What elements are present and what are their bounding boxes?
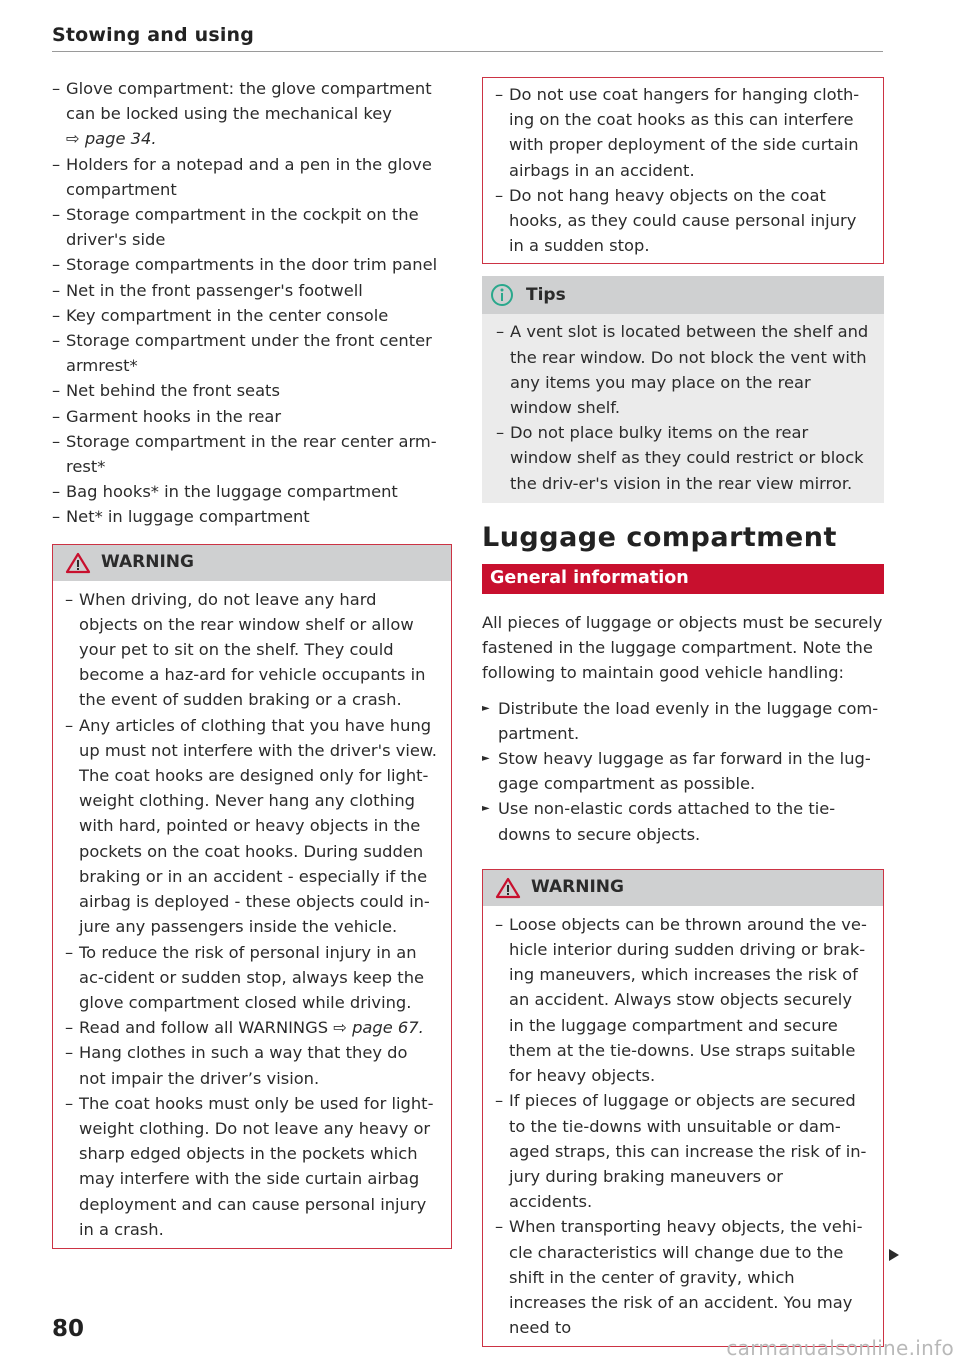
list-item: – Storage compartment in the rear center arm-rest* xyxy=(52,429,452,479)
list-item xyxy=(52,76,452,152)
list-item: – Net behind the front seats xyxy=(52,378,452,403)
warning-box xyxy=(52,544,452,1249)
tips-title: Tips xyxy=(526,284,566,305)
list-item: – A vent slot is located between the shelf and the rear window. Do not block the vent with any items you may place on the rear window shelf. xyxy=(496,319,870,420)
warning-continued-body xyxy=(483,78,883,263)
warning-title: WARNING xyxy=(531,877,624,898)
list-item xyxy=(65,1015,439,1040)
header-divider xyxy=(52,51,883,52)
tips-header xyxy=(482,276,884,314)
info-circle-icon xyxy=(490,283,514,307)
page-reference-link[interactable]: ⇨ page 67. xyxy=(333,1018,424,1038)
section-title: Luggage compartment xyxy=(482,521,837,553)
page-number: 80 xyxy=(52,1316,85,1342)
intro-paragraph: All pieces of luggage or objects must be securely fastened in the luggage compartment. Note the following to maintain good vehicle handling: xyxy=(482,613,883,683)
continue-arrow-icon xyxy=(889,1249,899,1261)
list-item: – Garment hooks in the rear xyxy=(52,404,452,429)
list-item: – If pieces of luggage or objects are secured to the tie-downs with unsuitable or dam-aged straps, this can increase the risk of in-jury during braking maneuvers or accidents. xyxy=(495,1088,871,1214)
warning-list xyxy=(65,587,439,1242)
list-item: – Any articles of clothing that you have hung up must not interfere with the driver's view. The coat hooks are designed only for light-weight clothing. Never hang any clothing with hard, pointed or heavy objects in the pockets on the coat hooks. During sudden braking or in an accident - especially if the airbag is deployed - these objects could in-jure any passengers inside the vehicle. xyxy=(65,713,439,940)
list-item: – Key compartment in the center console xyxy=(52,303,452,328)
warning-title: WARNING xyxy=(101,552,194,573)
warning-continued-list xyxy=(495,82,871,258)
list-item: – Loose objects can be thrown around the ve-hicle interior during sudden driving or brak-ing maneuvers, which increases the risk of an accident. Always stow objects securely in the luggage compartment and secure them at the tie-downs. Use straps suitable for heavy objects. xyxy=(495,912,871,1088)
warning-box xyxy=(482,869,884,1347)
list-item: – Bag hooks* in the luggage compartment xyxy=(52,479,452,504)
watermark: carmanualsonline.info xyxy=(726,1336,954,1360)
page-header-title: Stowing and using xyxy=(52,24,255,46)
list-item: – Holders for a notepad and a pen in the glove compartment xyxy=(52,152,452,202)
warning-body xyxy=(53,581,451,1248)
tips-body xyxy=(482,314,884,502)
warning-triangle-icon xyxy=(495,877,521,899)
list-item: – Do not hang heavy objects on the coat hooks, as they could cause personal injury in a sudden stop. xyxy=(495,183,871,259)
list-item: ► Use non-elastic cords attached to the tie-downs to secure objects. xyxy=(482,796,884,846)
warning-continued-box xyxy=(482,77,884,264)
list-item: – Storage compartments in the door trim panel xyxy=(52,252,452,277)
tips-box xyxy=(482,276,884,502)
list-item: – Storage compartment under the front center armrest* xyxy=(52,328,452,378)
list-item-text: Glove compartment: the glove compartment can be locked using the mechanical key xyxy=(66,79,432,124)
list-item: – The coat hooks must only be used for light-weight clothing. Do not leave any heavy or sharp edged objects in the pockets which may interfere with the side curtain airbag deployment and can cause personal injury in a crash. xyxy=(65,1091,439,1242)
list-item: ► Stow heavy luggage as far forward in the lug-gage compartment as possible. xyxy=(482,746,884,796)
right-column xyxy=(482,76,884,1347)
list-item: – Net* in luggage compartment xyxy=(52,504,452,529)
warning-header xyxy=(483,870,883,906)
list-item: – Net in the front passenger's footwell xyxy=(52,278,452,303)
steps-list xyxy=(482,696,884,847)
warning-triangle-icon xyxy=(65,552,91,574)
tips-list xyxy=(496,319,870,495)
list-item: – Do not place bulky items on the rear window shelf as they could restrict or block the driv-er's vision in the rear view mirror. xyxy=(496,420,870,496)
list-item-text: Read and follow all WARNINGS xyxy=(79,1018,329,1038)
list-item: ► Distribute the load evenly in the luggage com-partment. xyxy=(482,696,884,746)
list-item: – When transporting heavy objects, the vehi-cle characteristics will change due to the shift in the center of gravity, which increases the risk of an accident. You may need to xyxy=(495,1214,871,1340)
list-item: – Storage compartment in the cockpit on the driver's side xyxy=(52,202,452,252)
warning-header xyxy=(53,545,451,581)
warning-list xyxy=(495,912,871,1340)
list-item: – Hang clothes in such a way that they do not impair the driver’s vision. xyxy=(65,1040,439,1090)
page-reference-link[interactable]: ⇨ page 34. xyxy=(66,129,157,149)
list-item: – To reduce the risk of personal injury in an ac-cident or sudden stop, always keep the glove compartment closed while driving. xyxy=(65,940,439,1016)
storage-list xyxy=(52,76,452,530)
left-column xyxy=(52,76,452,1249)
list-item: – When driving, do not leave any hard objects on the rear window shelf or allow your pet to sit on the shelf. They could become a haz-ard for vehicle occupants in the event of sudden braking or a crash. xyxy=(65,587,439,713)
subsection-title: General information xyxy=(482,564,884,594)
warning-body xyxy=(483,906,883,1346)
list-item: – Do not use coat hangers for hanging cloth-ing on the coat hooks as this can interfere with proper deployment of the side curtain airbags in an accident. xyxy=(495,82,871,183)
